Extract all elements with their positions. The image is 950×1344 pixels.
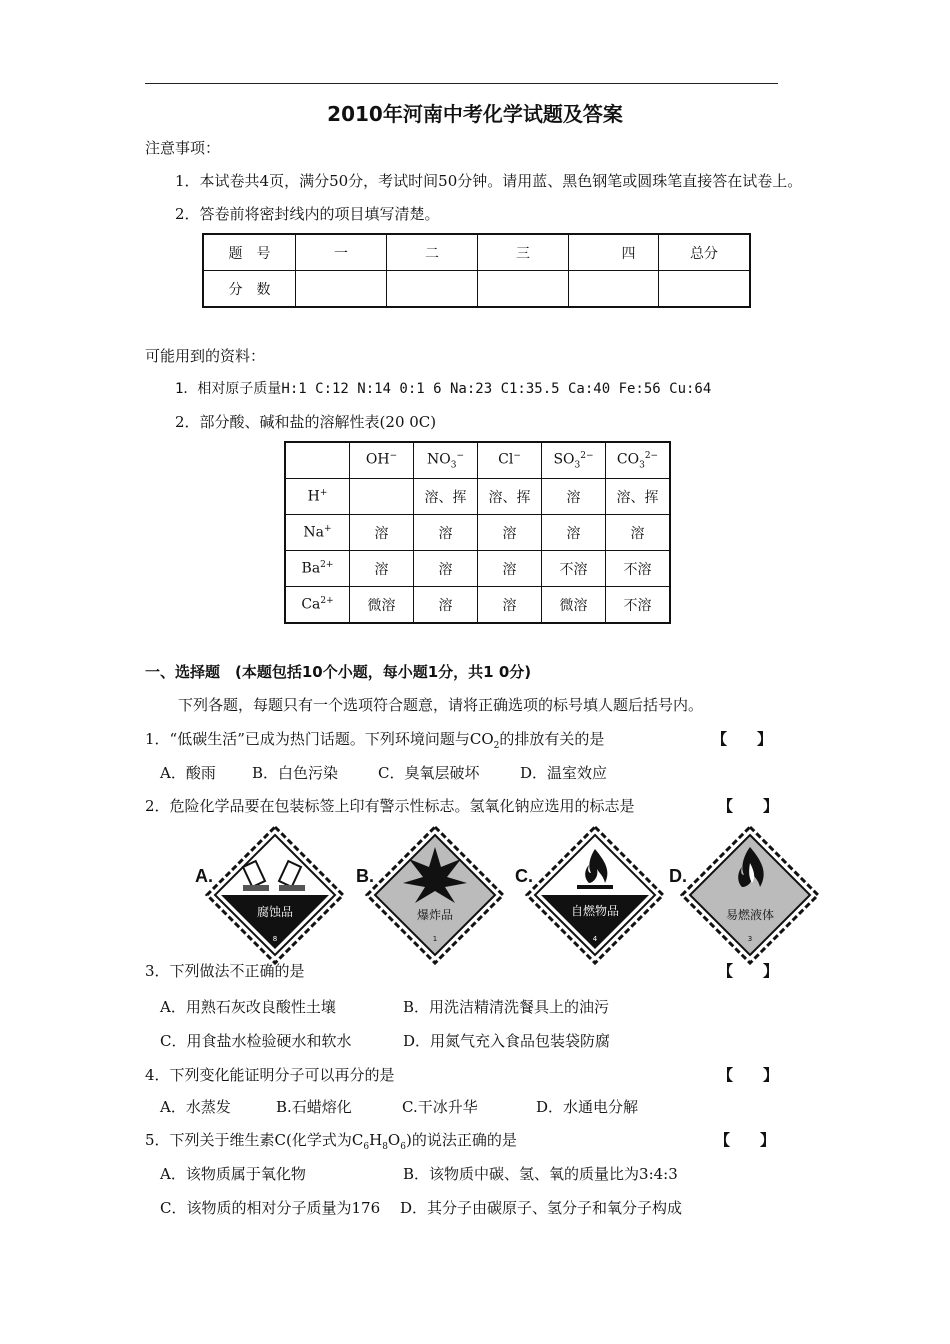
sign-d-label: 易燃液体 (725, 908, 775, 922)
materials-item-2: 2．部分酸、碱和盐的溶解性表(20 0C) (175, 413, 437, 431)
solubility-cell: 溶 (350, 551, 414, 587)
q3-option-c: C．用食盐水检验硬水和软水 (160, 1032, 352, 1050)
sign-b-label: 爆炸品 (416, 908, 454, 922)
score-header-cell: 三 (478, 234, 569, 271)
header-rule (145, 83, 778, 84)
sign-c-label: 自燃物品 (570, 904, 620, 918)
solubility-cell: 溶、挥 (478, 479, 542, 515)
score-table (202, 233, 751, 308)
solubility-cell: 溶 (478, 587, 542, 624)
q3-stem: 3．下列做法不正确的是 (145, 962, 305, 980)
anion-header: $CO_3^{2-}$ (606, 442, 671, 479)
notice-heading: 注意事项： (145, 139, 221, 157)
explosive-sign-icon (365, 825, 505, 965)
sign-c-letter: C. (515, 866, 533, 886)
flammable-liquid-sign-icon (680, 825, 820, 965)
sign-b-number: 1 (432, 935, 438, 943)
solubility-cell: 溶 (542, 479, 606, 515)
anion-header: $SO_3^{2-}$ (542, 442, 606, 479)
q4-option-c: C.干冰升华 (402, 1098, 478, 1116)
solubility-cell: 溶 (414, 587, 478, 624)
score-header-cell: 一 (296, 234, 387, 271)
q1-option-b: B．白色污染 (252, 764, 339, 782)
q4-option-d: D．水通电分解 (536, 1098, 639, 1116)
q5-stem: 5．下列关于维生素C(化学式为$C_6H_8O_6$)的说法正确的是 (145, 1131, 517, 1152)
score-input-cell[interactable] (387, 271, 478, 308)
section-instruction: 下列各题，每题只有一个选项符合题意，请将正确选项的标号填人题后括号内。 (178, 696, 704, 714)
score-input-cell[interactable] (296, 271, 387, 308)
anion-header: Cl− (478, 442, 542, 479)
solubility-cell: 溶 (606, 515, 671, 551)
q2-answer-bracket[interactable]: 【 】 (718, 797, 779, 815)
solubility-cell: 不溶 (606, 551, 671, 587)
q3-option-b: B．用洗洁精清洗餐具上的油污 (403, 998, 610, 1016)
q5-option-c: C．该物质的相对分子质量为176 (160, 1199, 381, 1217)
score-header-cell: 二 (387, 234, 478, 271)
sign-a-number: 8 (272, 935, 278, 943)
corrosive-sign-icon (205, 825, 345, 965)
solubility-cell: 微溶 (542, 587, 606, 624)
sign-b-letter: B. (356, 866, 374, 886)
q1-stem: 1．“低碳生活”已成为热门话题。下列环境问题与$CO_2$的排放有关的是 (145, 730, 605, 751)
cation-header: H+ (285, 479, 350, 515)
notice-item-1: 1．本试卷共4页，满分50分，考试时间50分钟。请用蓝、黑色钢笔或圆珠笔直接答在试卷上。 (175, 172, 803, 190)
q4-option-a: A．水蒸发 (160, 1098, 231, 1116)
q1-option-d: D．温室效应 (520, 764, 608, 782)
solubility-cell: 溶 (414, 551, 478, 587)
cation-header: Na+ (285, 515, 350, 551)
q4-option-b: B.石蜡熔化 (276, 1098, 352, 1116)
q5-option-d: D．其分子由碳原子、氢分子和氧分子构成 (400, 1199, 683, 1217)
q2-stem: 2．危险化学品要在包装标签上印有警示性标志。氢氧化钠应选用的标志是 (145, 797, 635, 815)
q4-answer-bracket[interactable]: 【 】 (718, 1066, 779, 1084)
materials-item-1: 1．相对原子质量H:1 C:12 N:14 0:1 6 Na:23 C1:35.5 Ca:40 Fe:56 Cu:64 (175, 381, 712, 397)
score-row-label: 分 数 (203, 271, 296, 308)
q5-answer-bracket[interactable]: 【 】 (715, 1131, 776, 1149)
solubility-cell: 溶 (350, 515, 414, 551)
q1-option-a: A．酸雨 (160, 764, 216, 782)
sign-a-letter: A. (195, 866, 213, 886)
solubility-table (284, 441, 671, 624)
sign-a-label: 腐蚀品 (256, 905, 294, 919)
score-input-cell[interactable] (659, 271, 751, 308)
anion-header: $NO_3^-$ (414, 442, 478, 479)
materials-heading: 可能用到的资料： (145, 347, 266, 365)
q1-answer-bracket[interactable]: 【 】 (712, 730, 773, 748)
solubility-cell: 不溶 (542, 551, 606, 587)
score-header-cell: 总分 (659, 234, 751, 271)
q1-option-c: C．臭氧层破坏 (378, 764, 480, 782)
solubility-cell: 溶 (414, 515, 478, 551)
q5-option-a: A．该物质属于氧化物 (160, 1165, 306, 1183)
section-heading: 一、选择题 (本题包括10个小题，每小题1分，共1 0分) (145, 663, 532, 681)
cation-header: $Ba^{2+}$ (285, 551, 350, 587)
anion-header: OH− (350, 442, 414, 479)
spontaneous-combustion-sign-icon (525, 825, 665, 965)
q3-option-a: A．用熟石灰改良酸性土壤 (160, 998, 336, 1016)
solubility-cell: 微溶 (350, 587, 414, 624)
sign-d-letter: D. (669, 866, 687, 886)
solubility-cell: 溶、挥 (606, 479, 671, 515)
cation-header: $Ca^{2+}$ (285, 587, 350, 624)
q5-option-b: B．该物质中碳、氢、氧的质量比为3:4:3 (403, 1165, 678, 1183)
notice-item-2: 2．答卷前将密封线内的项目填写清楚。 (175, 205, 440, 223)
page-title: 2010年河南中考化学试题及答案 (327, 102, 623, 126)
score-input-cell[interactable] (569, 271, 659, 308)
solubility-cell: 溶 (478, 515, 542, 551)
q3-answer-bracket[interactable]: 【 】 (718, 962, 779, 980)
solubility-cell: 溶 (478, 551, 542, 587)
q4-stem: 4．下列变化能证明分子可以再分的是 (145, 1066, 395, 1084)
solubility-cell: 溶、挥 (414, 479, 478, 515)
score-header-cell: 题 号 (203, 234, 296, 271)
score-input-cell[interactable] (478, 271, 569, 308)
score-header-cell: 四 (569, 234, 659, 271)
sign-d-number: 3 (747, 935, 753, 943)
solubility-cell: 溶 (542, 515, 606, 551)
solubility-cell: 不溶 (606, 587, 671, 624)
solubility-cell (350, 479, 414, 515)
q3-option-d: D．用氮气充入食品包装袋防腐 (403, 1032, 611, 1050)
corner-cell (285, 442, 350, 479)
sign-c-number: 4 (592, 935, 598, 943)
